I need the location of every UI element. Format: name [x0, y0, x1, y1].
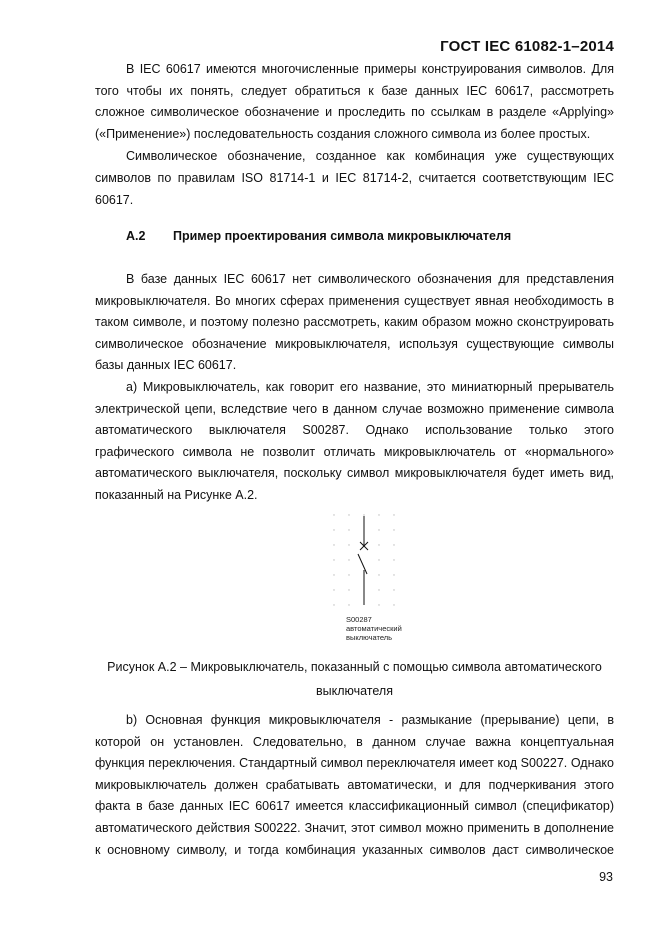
item-b-block	[95, 710, 614, 861]
paragraph-compliance: Символическое обозначение, созданное как комбинация уже существующих символов по правилам ISO 81714-1 и IEC 81714-2, считается соответствующим IEC 60617.	[95, 149, 614, 207]
section-number: А.2	[126, 229, 146, 243]
figure-caption	[95, 655, 614, 703]
paragraph-item-a: a) Микровыключатель, как говорит его название, это миниатюрный прерыватель электрической цепи, вследствие чего в данном случае возможно применение символа автоматического выключателя S00287. Однако использование только этого графического символа не позволит отличать микровыключатель от «нормального» автоматического выключателя, поскольку символ микровыключателя будет иметь вид, показанный на Рисунке А.2.	[95, 379, 614, 502]
paragraph-examples: В IEC 60617 имеются многочисленные примеры конструирования символов. Для того чтобы их понять, следует обратиться к базе данных IEC 60617, рассмотреть сложное символическое обозначение и проследить по ссылкам в разделе «Applying» («Применение») последовательность создания сложного символа из более простых.	[95, 62, 614, 141]
symbol-label-line1: автоматический	[346, 624, 402, 633]
page-number: 93	[599, 870, 613, 884]
section-title: Пример проектирования символа микровыключателя	[173, 229, 512, 243]
caption-line2: выключателя	[315, 684, 393, 698]
symbol-code: S00287	[346, 615, 372, 624]
breaker-lines	[358, 516, 368, 605]
caption-line1: Рисунок А.2 – Микровыключатель, показанный с помощью символа автоматического	[107, 660, 602, 674]
paragraph-database: В базе данных IEC 60617 нет символического обозначения для представления микровыключателя. Во многих сферах применения существует явная необходимость в таком символе, и поэтому полезно рассмотреть, каким образом можно сконструировать символическое обозначение микровыключателя, используя существующие символы базы данных IEC 60617.	[95, 272, 614, 373]
paragraph-item-b: b) Основная функция микровыключателя - размыкание (прерывание) цепи, в которой он установлен. Следовательно, в данном случае важна концептуальная функция переключения. Стандартный символ переключателя имеет код S00227. Однако микровыключатель должен срабатывать автоматически, и для подчеркивания этого факта в базе данных IEC 60617 имеется классификационный символ (спецификатор) автоматического действия S00222. Значит, этот символ можно применить в дополнение к основному символу, и тогда комбинация указанных символов даст символическое	[95, 713, 614, 857]
document-header: ГОСТ IEC 61082-1–2014	[440, 38, 614, 55]
figure-inline-label	[346, 615, 402, 642]
section-heading	[126, 229, 511, 243]
intro-block	[95, 59, 614, 211]
circuit-breaker-symbol	[329, 510, 399, 610]
section-body	[95, 269, 614, 507]
symbol-label-line2: выключатель	[346, 633, 393, 642]
